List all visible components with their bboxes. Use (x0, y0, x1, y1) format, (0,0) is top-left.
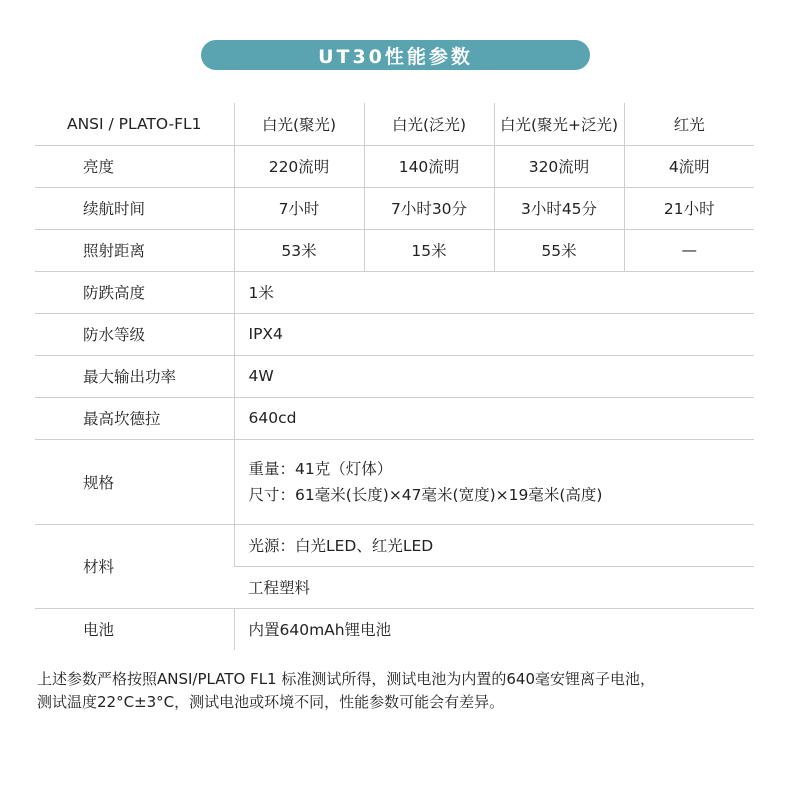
footnote-line-1: 上述参数严格按照ANSI/PLATO FL1 标准测试所得，测试电池为内置的640毫安锂离子电池， (37, 670, 655, 688)
row-label-waterproof: 防水等级 (35, 313, 234, 355)
runtime-red: 21小时 (624, 187, 754, 229)
material-light-source: 光源：白光LED、红光LED (234, 524, 754, 566)
runtime-spot: 7小时 (234, 187, 364, 229)
distance-spot-flood: 55米 (494, 229, 624, 271)
table-row-candela (35, 397, 754, 439)
standard-label: ANSI / PLATO-FL1 (35, 103, 234, 145)
column-header-spot-flood: 白光(聚光+泛光) (494, 103, 624, 145)
drop-value: 1米 (234, 271, 754, 313)
header-row (35, 103, 754, 145)
column-header-flood: 白光(泛光) (364, 103, 494, 145)
table-row-brightness (35, 145, 754, 187)
row-label-power: 最大输出功率 (35, 355, 234, 397)
table-row-waterproof (35, 313, 754, 355)
brightness-red: 4流明 (624, 145, 754, 187)
page-title: UT30性能参数 (201, 40, 590, 70)
battery-value: 内置640mAh锂电池 (234, 608, 754, 650)
waterproof-value: IPX4 (234, 313, 754, 355)
runtime-flood: 7小时30分 (364, 187, 494, 229)
table-row-power (35, 355, 754, 397)
table-row-battery (35, 608, 754, 650)
spec-table (35, 103, 754, 650)
footnote (37, 668, 757, 714)
table-row-spec (35, 439, 754, 524)
row-label-candela: 最高坎德拉 (35, 397, 234, 439)
spec-weight: 重量：41克（灯体） (248, 459, 393, 478)
row-label-spec: 规格 (35, 439, 234, 524)
row-label-material: 材料 (35, 524, 234, 608)
table-row-material (35, 524, 754, 566)
material-body: 工程塑料 (234, 566, 754, 608)
row-label-runtime: 续航时间 (35, 187, 234, 229)
runtime-spot-flood: 3小时45分 (494, 187, 624, 229)
distance-red: — (624, 229, 754, 271)
spec-size: 尺寸：61毫米(长度)×47毫米(宽度)×19毫米(高度) (248, 485, 603, 504)
brightness-flood: 140流明 (364, 145, 494, 187)
row-label-brightness: 亮度 (35, 145, 234, 187)
brightness-spot-flood: 320流明 (494, 145, 624, 187)
column-header-spot: 白光(聚光) (234, 103, 364, 145)
row-label-drop: 防跌高度 (35, 271, 234, 313)
table-row-drop (35, 271, 754, 313)
row-label-battery: 电池 (83, 621, 115, 640)
column-header-red: 红光 (624, 103, 754, 145)
table-row-runtime (35, 187, 754, 229)
power-value: 4W (234, 355, 754, 397)
table-row-distance (35, 229, 754, 271)
footnote-line-2: 测试温度22°C±3°C，测试电池或环境不同，性能参数可能会有差异。 (37, 693, 505, 711)
row-label-distance: 照射距离 (35, 229, 234, 271)
brightness-spot: 220流明 (234, 145, 364, 187)
spec-value (234, 439, 754, 524)
distance-spot: 53米 (234, 229, 364, 271)
distance-flood: 15米 (364, 229, 494, 271)
candela-value: 640cd (234, 397, 754, 439)
